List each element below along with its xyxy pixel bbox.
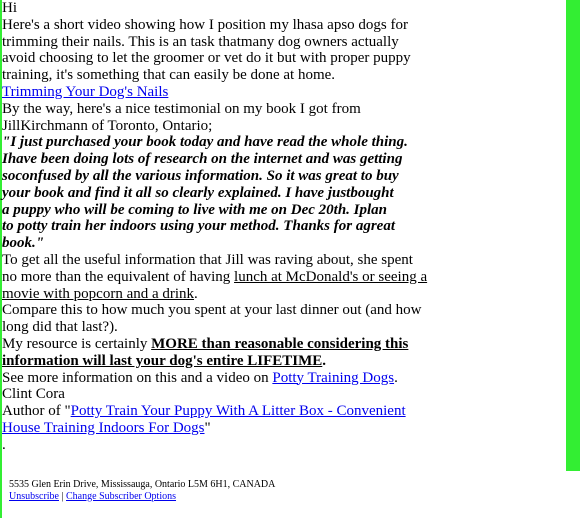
resource-text: My resource is certainly [2,335,152,352]
email-footer [9,479,275,502]
more-info-end: . [394,369,398,386]
greeting: Hi [2,0,17,16]
compare-paragraph: Compare this to how much you spent at your last dinner out (and how long did that last?). [2,302,422,336]
more-info-text: See more information on this and a video on [2,369,273,386]
testimonial-intro: By the way, here's a nice testimonial on my book I got from JillKirchmann of Toronto, Ontario; [2,100,361,134]
author-prefix: Author of " [2,403,71,420]
video-link[interactable]: Trimming Your Dog's Nails [2,83,169,100]
video-link-line [2,84,430,101]
quote-line: to potty train her indoors using your method. Thanks for agreat [2,218,395,235]
quote-line: Ihave been doing lots of research on the internet and was getting [2,151,403,168]
quote-line: a puppy who will be coming to live with me on Dec 20th. Iplan [2,201,388,218]
author-suffix: " [204,419,211,436]
signature: Clint Cora [2,386,65,403]
quote-line: book." [2,235,45,252]
right-border-bar [566,0,580,471]
trailing-dot: . [2,436,6,453]
quote-line: "I just purchased your book today and have read the whole thing. [2,134,408,151]
quote-line: your book and find it all so clearly explained. I have justbought [2,184,394,201]
change-subscriber-options-link[interactable]: Change Subscriber Options [66,490,177,502]
footer-separator: | [59,490,67,502]
raving-text: To get all the useful information that Jill was raving about, she spent no more than the equivalent of having [2,251,413,285]
email-message [2,0,430,454]
footer-links [9,491,275,503]
author-line [2,403,430,437]
raving-underlined: lunch at McDonald's or seeing a movie with popcorn and a drink [2,268,428,302]
testimonial-quote [2,134,430,252]
resource-end: . [322,352,327,369]
potty-training-link[interactable]: Potty Training Dogs [272,369,395,386]
book-link[interactable]: Potty Train Your Puppy With A Litter Box - Convenient House Training Indoors For Dogs [2,403,406,436]
resource-bold: MORE than reasonable considering this information will last your dog's entire LIFETIME [2,335,409,369]
intro-paragraph: Here's a short video showing how I position my lhasa apso dogs for trimming their nails. This is an task thatmany dog owners actually avoid choosing to let the groomer or vet do it but with proper puppy training, it's something that can easily be done at home. [2,16,411,84]
raving-paragraph [2,252,430,302]
more-info-paragraph [2,370,430,387]
raving-end: . [194,285,198,302]
footer-address: 5535 Glen Erin Drive, Mississauga, Ontario L5M 6H1, CANADA [9,479,276,490]
unsubscribe-link[interactable]: Unsubscribe [9,490,59,502]
quote-line: soconfused by all the various information. So it was great to buy [2,167,399,184]
resource-paragraph [2,336,430,370]
